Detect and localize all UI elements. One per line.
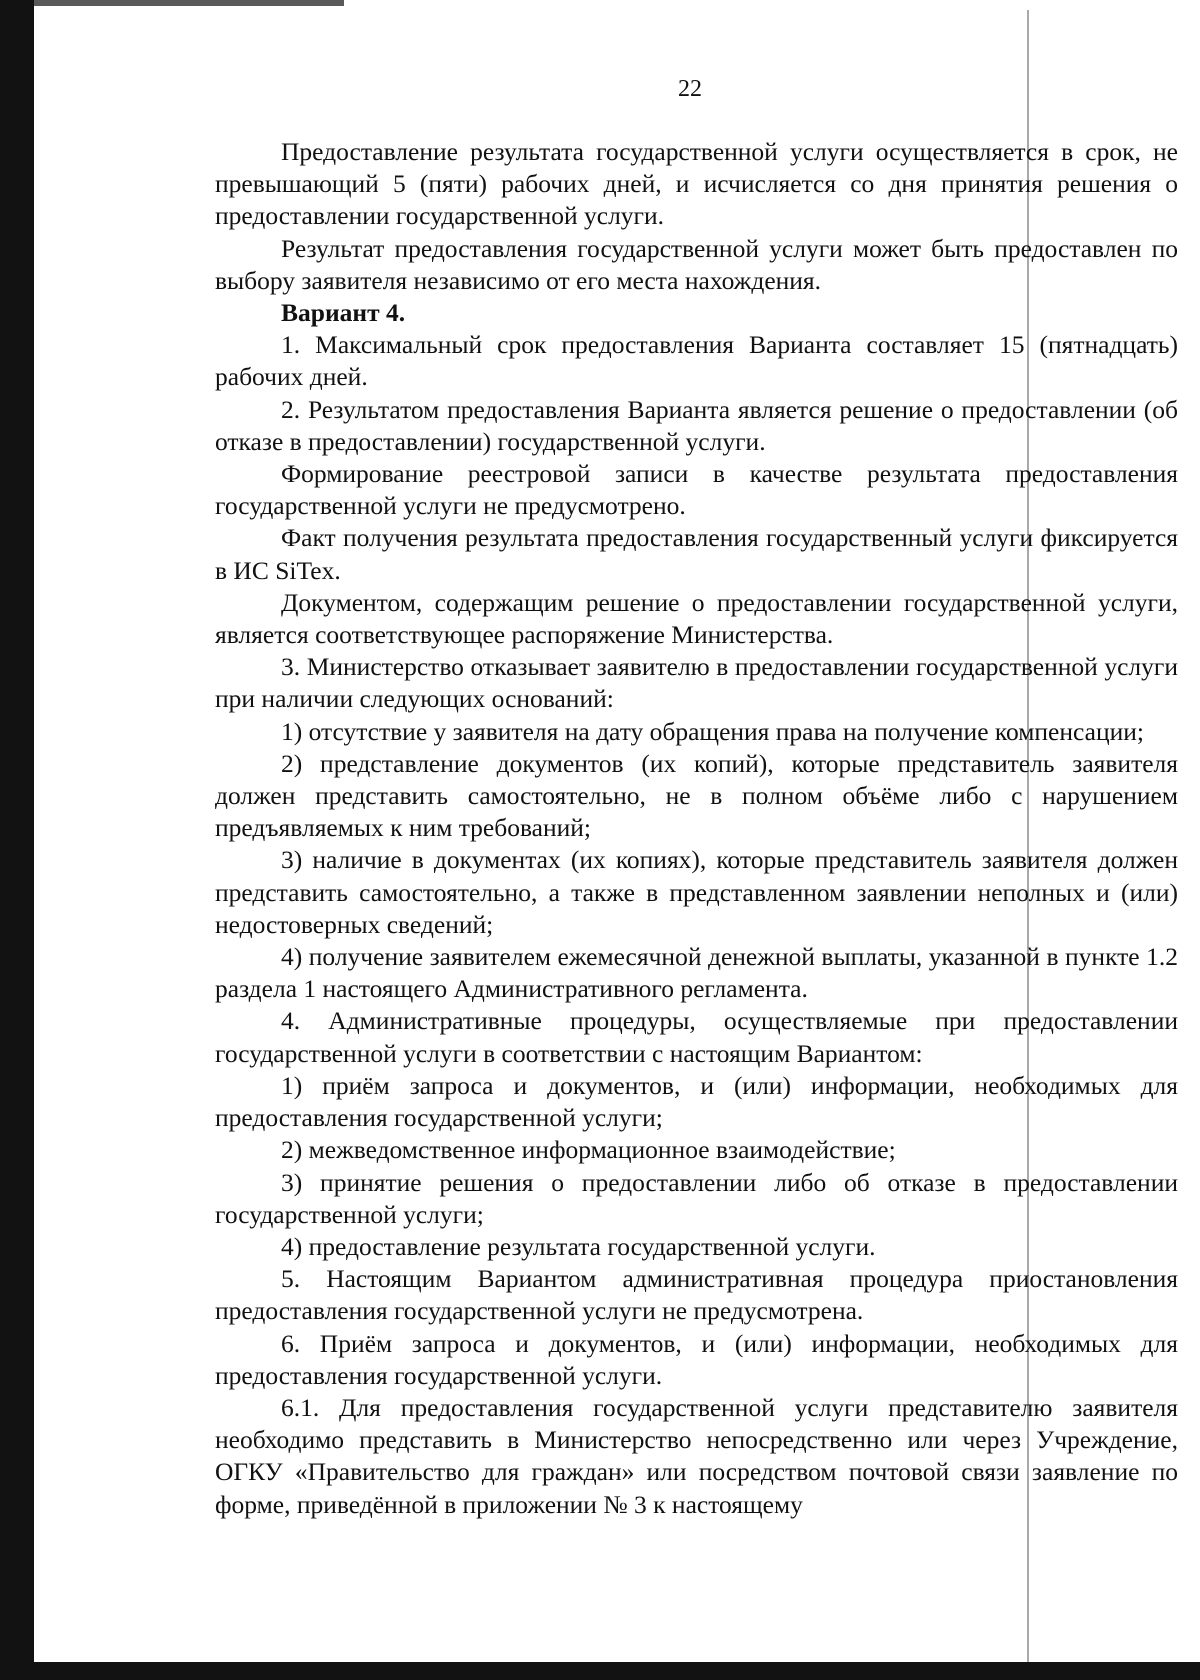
- document-body: [215, 136, 1178, 1521]
- section-heading: Вариант 4.: [281, 298, 406, 328]
- paragraph: 5. Настоящим Вариантом административная процедура приостановления предоставления государственной услуги не предусмотрена.: [215, 1264, 1178, 1326]
- list-item: 2) представление документов (их копий), которые представитель заявителя должен представить самостоятельно, не в полном объёме либо с нарушением предъявляемых к ним требований;: [215, 748, 1178, 843]
- paragraph: 6. Приём запроса и документов, и (или) информации, необходимых для предоставления государственной услуги.: [215, 1328, 1178, 1390]
- page-number: 22: [678, 76, 702, 102]
- paragraph: 2. Результатом предоставления Варианта является решение о предоставлении (об отказе в предоставлении) государственной услуги.: [215, 394, 1178, 456]
- paragraph: 3. Министерство отказывает заявителю в предоставлении государственной услуги при наличии следующих оснований:: [215, 652, 1178, 714]
- list-item: 1) отсутствие у заявителя на дату обращения права на получение компенсации;: [281, 716, 1144, 746]
- paragraph: Факт получения результата предоставления государственный услуги фиксируется в ИС SiTex.: [215, 523, 1178, 585]
- list-item: 3) принятие решения о предоставлении либо об отказе в предоставлении государственной услуги;: [215, 1167, 1178, 1229]
- paragraph: Результат предоставления государственной услуги может быть предоставлен по выбору заявителя независимо от его места нахождения.: [215, 233, 1178, 295]
- paragraph: Формирование реестровой записи в качестве результата предоставления государственной услуги не предусмотрено.: [215, 459, 1178, 521]
- paragraph: Предоставление результата государственной услуги осуществляется в срок, не превышающий 5 (пяти) рабочих дней, и исчисляется со дня принятия решения о предоставлении государственной услуги.: [215, 137, 1178, 231]
- paragraph: Документом, содержащим решение о предоставлении государственной услуги, является соответствующее распоряжение Министерства.: [215, 587, 1178, 650]
- scan-border-top: [34, 0, 344, 6]
- scan-border-left: [0, 0, 34, 1680]
- paragraph: 1. Максимальный срок предоставления Варианта составляет 15 (пятнадцать) рабочих дней.: [215, 330, 1178, 392]
- list-item: 4) получение заявителем ежемесячной денежной выплаты, указанной в пункте 1.2 раздела 1 настоящего Административного регламента.: [215, 942, 1178, 1004]
- paragraph: 6.1. Для предоставления государственной услуги представителю заявителя необходимо представить в Министерство непосредственно или через Учреждение, ОГКУ «Правительство для граждан» или посредством почтовой связи заявление по форме, приведённой в приложении № 3 к настоящему: [215, 1392, 1178, 1519]
- paragraph: 4. Административные процедуры, осуществляемые при предоставлении государственной услуги в соответствии с настоящим Вариантом:: [215, 1006, 1178, 1068]
- list-item: 4) предоставление результата государственной услуги.: [281, 1231, 876, 1261]
- list-item: 3) наличие в документах (их копиях), которые представитель заявителя должен представить самостоятельно, а также в представленном заявлении неполных и (или) недостоверных сведений;: [215, 845, 1178, 939]
- scan-border-bottom: [0, 1662, 1200, 1680]
- list-item: 1) приём запроса и документов, и (или) информации, необходимых для предоставления государственной услуги;: [215, 1070, 1178, 1133]
- list-item: 2) межведомственное информационное взаимодействие;: [281, 1135, 896, 1165]
